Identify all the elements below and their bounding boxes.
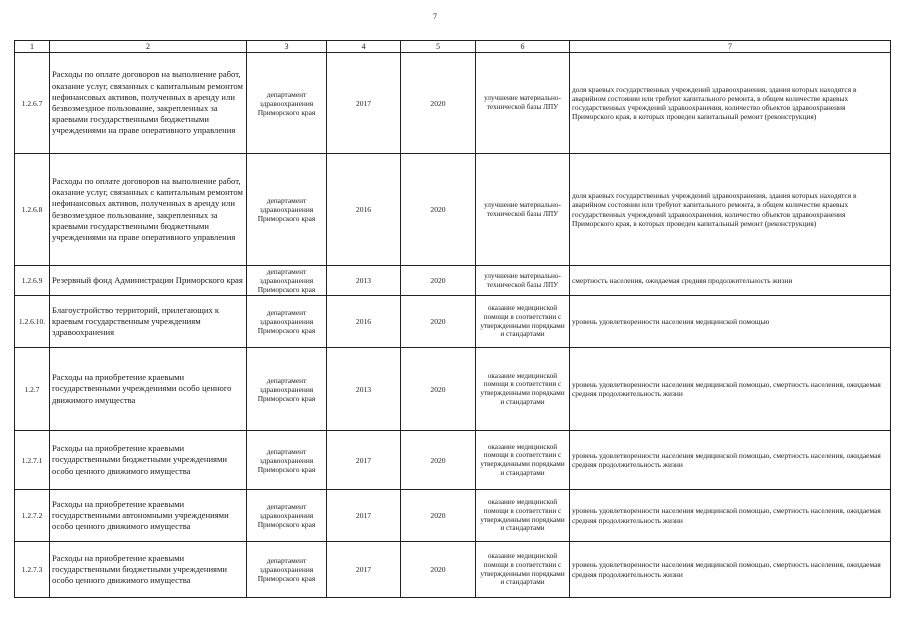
start-year: 2017: [327, 542, 401, 598]
page-number: 7: [433, 12, 437, 21]
row-number: 1.2.7.3: [15, 542, 50, 598]
expected-result: оказание медицинской помощи в соответствии с утвержденными порядками и стандартами: [476, 296, 570, 348]
table-row: [15, 490, 891, 542]
table-row: [15, 542, 891, 598]
start-year: 2013: [327, 266, 401, 296]
measure-name: Расходы по оплате договоров на выполнение работ, оказание услуг, связанных с капитальным ремонтом нефинансовых активов, полученных в аренду или безвозмездное пользование, закрепленных за краевыми государственными бюджетными учреждениями на праве оперативного управления: [50, 53, 247, 154]
table-row: [15, 266, 891, 296]
indicator-link: доля краевых государственных учреждений здравоохранения, здания которых находятся в аварийном состоянии или требуют капитального ремонта, в общем количестве краевых государственных учреждений здравоохранения, количество объектов здравоохранения Приморского края, в которых проведен капитальный ремонт (реконструкция): [570, 154, 891, 266]
table-row: [15, 296, 891, 348]
start-year: 2016: [327, 296, 401, 348]
responsible-executor: департамент здравоохранения Приморского края: [247, 53, 327, 154]
responsible-executor: департамент здравоохранения Приморского края: [247, 296, 327, 348]
start-year: 2017: [327, 490, 401, 542]
responsible-executor: департамент здравоохранения Приморского края: [247, 266, 327, 296]
responsible-executor: департамент здравоохранения Приморского края: [247, 431, 327, 490]
row-number: 1.2.7.2: [15, 490, 50, 542]
responsible-executor: департамент здравоохранения Приморского края: [247, 154, 327, 266]
measure-name: Расходы на приобретение краевыми государственными бюджетными учреждениями особо ценного движимого имущества: [50, 542, 247, 598]
end-year: 2020: [401, 266, 476, 296]
measure-name: Благоустройство территорий, прилегающих к краевым государственным учреждениям здравоохранения: [50, 296, 247, 348]
end-year: 2020: [401, 542, 476, 598]
indicator-link: уровень удовлетворенности населения медицинской помощью, смертность населения, ожидаемая средняя продолжительность жизни: [570, 431, 891, 490]
expected-result: улучшение материально-технической базы ЛПУ: [476, 266, 570, 296]
indicator-link: уровень удовлетворенности населения медицинской помощью: [570, 296, 891, 348]
measure-name: Расходы по оплате договоров на выполнение работ, оказание услуг, связанных с капитальным ремонтом нефинансовых активов, полученных в аренду или безвозмездное пользование, закрепленных за краевыми государственными бюджетными учреждениями на праве оперативного управления: [50, 154, 247, 266]
header-cell: 1: [15, 41, 50, 53]
end-year: 2020: [401, 348, 476, 431]
indicator-link: уровень удовлетворенности населения медицинской помощью, смертность населения, ожидаемая средняя продолжительность жизни: [570, 490, 891, 542]
measure-name: Расходы на приобретение краевыми государственными автономными учреждениями особо ценного движимого имущества: [50, 490, 247, 542]
measure-name: Расходы на приобретение краевыми государственными бюджетными учреждениями особо ценного движимого имущества: [50, 431, 247, 490]
end-year: 2020: [401, 296, 476, 348]
indicator-link: уровень удовлетворенности населения медицинской помощью, смертность населения, ожидаемая средняя продолжительность жизни: [570, 348, 891, 431]
end-year: 2020: [401, 490, 476, 542]
program-table: [14, 40, 891, 598]
table-row: [15, 348, 891, 431]
row-number: 1.2.6.10.: [15, 296, 50, 348]
table-row: [15, 53, 891, 154]
row-number: 1.2.6.9: [15, 266, 50, 296]
start-year: 2017: [327, 431, 401, 490]
end-year: 2020: [401, 53, 476, 154]
header-cell: 6: [476, 41, 570, 53]
expected-result: оказание медицинской помощи в соответствии с утвержденными порядками и стандартами: [476, 348, 570, 431]
table-row: [15, 431, 891, 490]
responsible-executor: департамент здравоохранения Приморского края: [247, 490, 327, 542]
row-number: 1.2.7.1: [15, 431, 50, 490]
header-cell: 3: [247, 41, 327, 53]
indicator-link: уровень удовлетворенности населения медицинской помощью, смертность населения, ожидаемая средняя продолжительность жизни: [570, 542, 891, 598]
expected-result: улучшение материально-технической базы ЛПУ: [476, 53, 570, 154]
measure-name: Резервный фонд Администрации Приморского края: [50, 266, 247, 296]
header-row: [15, 41, 891, 53]
end-year: 2020: [401, 154, 476, 266]
responsible-executor: департамент здравоохранения Приморского края: [247, 348, 327, 431]
expected-result: оказание медицинской помощи в соответствии с утвержденными порядками и стандартами: [476, 431, 570, 490]
expected-result: оказание медицинской помощи в соответствии с утвержденными порядками и стандартами: [476, 490, 570, 542]
table-row: [15, 154, 891, 266]
row-number: 1.2.6.7: [15, 53, 50, 154]
header-cell: 7: [570, 41, 891, 53]
start-year: 2017: [327, 53, 401, 154]
row-number: 1.2.6.8: [15, 154, 50, 266]
responsible-executor: департамент здравоохранения Приморского края: [247, 542, 327, 598]
header-cell: 5: [401, 41, 476, 53]
row-number: 1.2.7: [15, 348, 50, 431]
indicator-link: доля краевых государственных учреждений здравоохранения, здания которых находятся в аварийном состоянии или требуют капитального ремонта, в общем количестве краевых государственных учреждений здравоохранения, количество объектов здравоохранения Приморского края, в которых проведен капитальный ремонт (реконструкция): [570, 53, 891, 154]
expected-result: оказание медицинской помощи в соответствии с утвержденными порядками и стандартами: [476, 542, 570, 598]
start-year: 2013: [327, 348, 401, 431]
start-year: 2016: [327, 154, 401, 266]
indicator-link: смертность населения, ожидаемая средняя продолжительность жизни: [570, 266, 891, 296]
expected-result: улучшение материально-технической базы ЛПУ: [476, 154, 570, 266]
header-cell: 4: [327, 41, 401, 53]
header-cell: 2: [50, 41, 247, 53]
measure-name: Расходы на приобретение краевыми государственными учреждениями особо ценного движимого имущества: [50, 348, 247, 431]
end-year: 2020: [401, 431, 476, 490]
